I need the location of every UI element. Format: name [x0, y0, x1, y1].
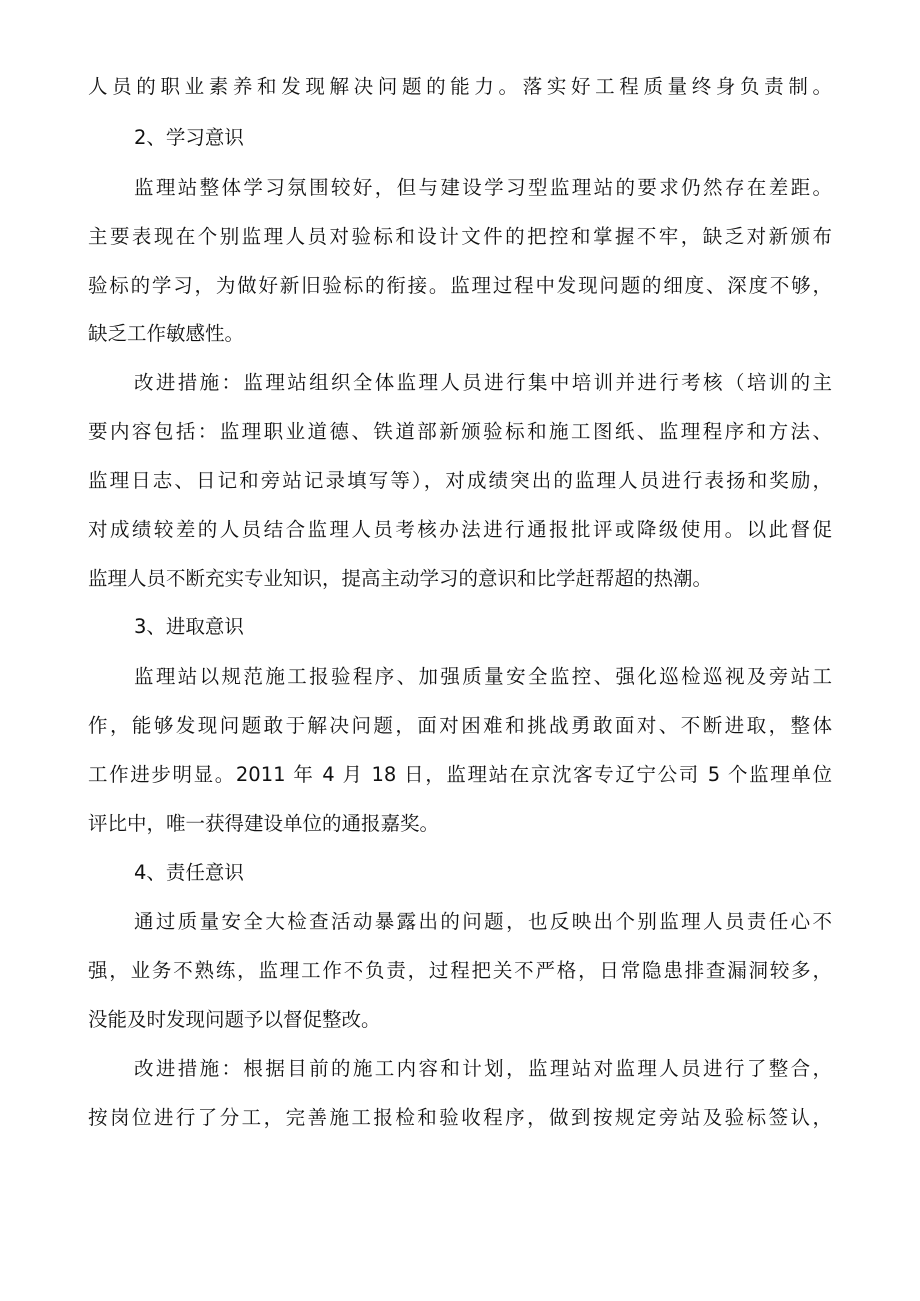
- paragraph-line: 作，能够发现问题敢于解决问题，面对困难和挑战勇敢面对、不断进取，整体: [88, 714, 832, 737]
- section-heading: 2、学习意识: [134, 126, 244, 149]
- paragraph-line: 人员的职业素养和发现解决问题的能力。落实好工程质量终身负责制。: [88, 75, 832, 98]
- paragraph-line: 要内容包括：监理职业道德、铁道部新颁验标和施工图纸、监理程序和方法、: [88, 420, 832, 443]
- paragraph-line: 强，业务不熟练，监理工作不负责，过程把关不严格，日常隐患排查漏洞较多，: [88, 959, 832, 982]
- paragraph-line: 通过质量安全大检查活动暴露出的问题，也反映出个别监理人员责任心不: [134, 910, 832, 933]
- paragraph-line: 监理人员不断充实专业知识，提高主动学习的意识和比学赶帮超的热潮。: [88, 567, 713, 590]
- paragraph-line: 验标的学习，为做好新旧验标的衔接。监理过程中发现问题的细度、深度不够，: [88, 274, 832, 297]
- paragraph-line: 按岗位进行了分工，完善施工报检和验收程序，做到按规定旁站及验标签认，: [88, 1106, 832, 1129]
- paragraph-line: 监理日志、日记和旁站记录填写等），对成绩突出的监理人员进行表扬和奖励，: [88, 469, 832, 492]
- paragraph-line: 主要表现在个别监理人员对验标和设计文件的把控和掌握不牢，缺乏对新颁布: [88, 225, 832, 248]
- paragraph-line: 监理站整体学习氛围较好，但与建设学习型监理站的要求仍然存在差距。: [134, 176, 832, 199]
- section-heading: 3、进取意识: [134, 615, 244, 638]
- paragraph-line: 没能及时发现问题予以督促整改。: [88, 1008, 381, 1031]
- section-heading: 4、责任意识: [134, 861, 244, 884]
- paragraph-line: 改进措施：根据目前的施工内容和计划，监理站对监理人员进行了整合，: [134, 1057, 832, 1080]
- paragraph-line: 工作进步明显。2011 年 4 月 18 日，监理站在京沈客专辽宁公司 5 个监理单位: [88, 763, 832, 786]
- paragraph-line: 对成绩较差的人员结合监理人员考核办法进行通报批评或降级使用。以此督促: [88, 518, 832, 541]
- paragraph-line: 评比中，唯一获得建设单位的通报嘉奖。: [88, 812, 440, 835]
- paragraph-line: 监理站以规范施工报验程序、加强质量安全监控、强化巡检巡视及旁站工: [134, 665, 832, 688]
- paragraph-line: 缺乏工作敏感性。: [88, 322, 245, 345]
- paragraph-line: 改进措施：监理站组织全体监理人员进行集中培训并进行考核（培训的主: [134, 371, 832, 394]
